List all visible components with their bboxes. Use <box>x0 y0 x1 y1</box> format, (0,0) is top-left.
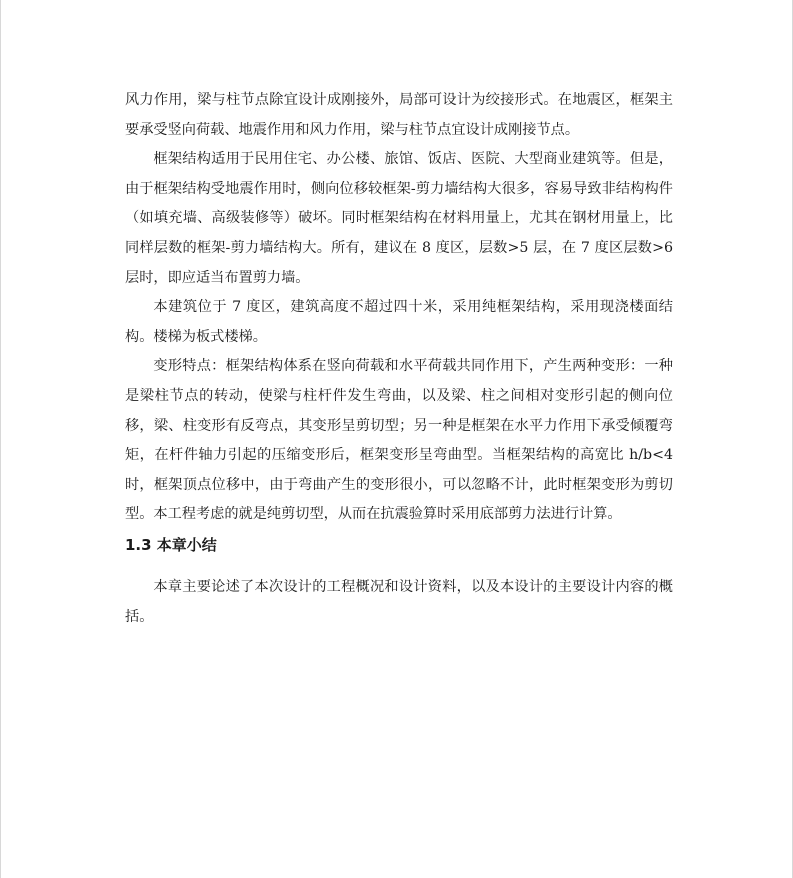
paragraph-frame-applicability: 框架结构适用于民用住宅、办公楼、旅馆、饭店、医院、大型商业建筑等。但是，由于框架结构受地震作用时，侧向位移较框架-剪力墙结构大很多，容易导致非结构构件（如填充墙、高级装修等）破坏。同时框架结构在材料用量上，尤其在钢材用量上，比同样层数的框架-剪力墙结构大。所有，建议在 8 度区，层数>5 层，在 7 度区层数>6 层时，即应适当布置剪力墙。 <box>125 151 673 286</box>
section-heading: 1.3 本章小结 <box>125 535 217 554</box>
page-content <box>125 86 673 632</box>
paragraph-deformation-characteristics: 变形特点：框架结构体系在竖向荷载和水平荷载共同作用下，产生两种变形：一种是梁柱节点的转动，使梁与柱杆件发生弯曲，以及梁、柱之间相对变形引起的侧向位移，梁、柱变形有反弯点，其变形呈剪切型；另一种是框架在水平力作用下承受倾覆弯矩，在杆件轴力引起的压缩变形后，框架变形呈弯曲型。当框架结构的高宽比 h/b<4 时，框架顶点位移中，由于弯曲产生的变形很小，可以忽略不计，此时框架变形为剪切型。本工程考虑的就是纯剪切型，从而在抗震验算时采用底部剪力法进行计算。 <box>125 358 673 523</box>
chapter-summary-paragraph: 本章主要论述了本次设计的工程概况和设计资料，以及本设计的主要设计内容的概括。 <box>125 578 673 625</box>
paragraph-continuation: 风力作用，梁与柱节点除宜设计成刚接外，局部可设计为绞接形式。在地震区，框架主要承受竖向荷载、地震作用和风力作用，梁与柱节点宜设计成刚接节点。 <box>125 92 673 138</box>
paragraph-building-location: 本建筑位于 7 度区，建筑高度不超过四十米，采用纯框架结构，采用现浇楼面结构。楼梯为板式楼梯。 <box>125 299 673 345</box>
